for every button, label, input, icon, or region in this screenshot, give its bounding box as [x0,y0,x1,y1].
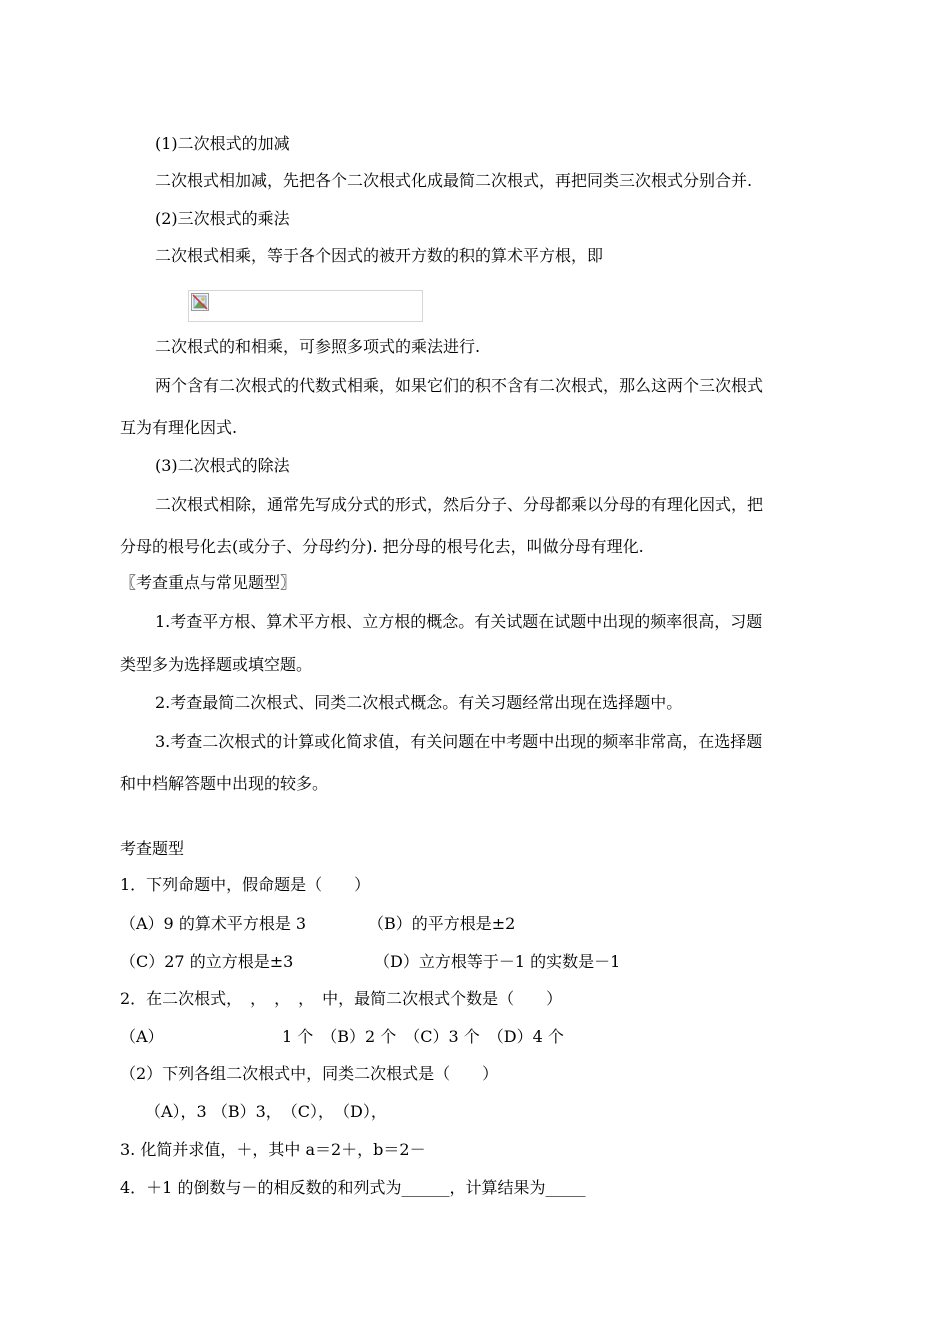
section-3-text-a: 二次根式相除，通常先写成分式的形式，然后分子、分母都乘以分母的有理化因式，把 [155,495,764,514]
section-3-text-b: 分母的根号化去(或分子、分母约分). 把分母的根号化去，叫做分母有理化. [120,537,644,556]
question-4: 4．＋1 的倒数与－的相反数的和列式为______，计算结果为_____ [120,1178,586,1197]
question-3: 3. 化简并求值，＋，其中 a＝2＋，b＝2－ [120,1140,426,1159]
focus-item-3b: 和中档解答题中出现的较多。 [120,774,329,793]
question-1-option-d: （D）立方根等于－1 的实数是－1 [374,952,621,971]
focus-item-1a: 1.考查平方根、算术平方根、立方根的概念。有关试题在试题中出现的频率很高，习题 [155,612,763,631]
question-2-part-2: （2）下列各组二次根式中，同类二次根式是（ ） [120,1064,499,1083]
section-3-heading: (3)二次根式的除法 [155,456,290,475]
question-1-option-b: （B）的平方根是±2 [368,914,516,933]
section-2-text-3a: 两个含有二次根式的代数式相乘，如果它们的积不含有二次根式，那么这两个三次根式 [155,376,764,395]
section-2-heading: (2)三次根式的乘法 [155,209,290,228]
focus-item-1b: 类型多为选择题或填空题。 [120,655,313,674]
broken-image-icon [191,293,209,311]
question-1-option-a: （A）9 的算术平方根是 3 [120,914,307,933]
focus-heading: 〖考查重点与常见题型〗 [120,573,297,592]
focus-item-3a: 3.考查二次根式的计算或化简求值，有关问题在中考题中出现的频率非常高，在选择题 [155,732,763,751]
question-2-part-2-options: （A），3 （B）3， （C）， （D）， [145,1102,387,1121]
question-types-heading: 考查题型 [120,839,185,858]
question-2-option-a: （A） [120,1027,164,1046]
question-1: 1．下列命题中，假命题是（ ） [120,875,371,894]
section-1-heading: (1)二次根式的加减 [155,134,290,153]
section-2-text-3b: 互为有理化因式. [120,418,238,437]
focus-item-2: 2.考查最简二次根式、同类二次根式概念。有关习题经常出现在选择题中。 [155,693,683,712]
formula-image [188,290,423,322]
section-2-text-2: 二次根式的和相乘，可参照多项式的乘法进行. [155,337,481,356]
question-2: 2．在二次根式， ， ， ， 中，最简二次根式个数是（ ） [120,989,563,1008]
section-1-text: 二次根式相加减，先把各个二次根式化成最简二次根式，再把同类三次根式分别合并. [155,171,753,190]
section-2-text: 二次根式相乘，等于各个因式的被开方数的积的算术平方根，即 [155,246,604,265]
question-2-options: 1 个 （B）2 个 （C）3 个 （D）4 个 [282,1027,564,1046]
question-1-option-c: （C）27 的立方根是±3 [120,952,294,971]
